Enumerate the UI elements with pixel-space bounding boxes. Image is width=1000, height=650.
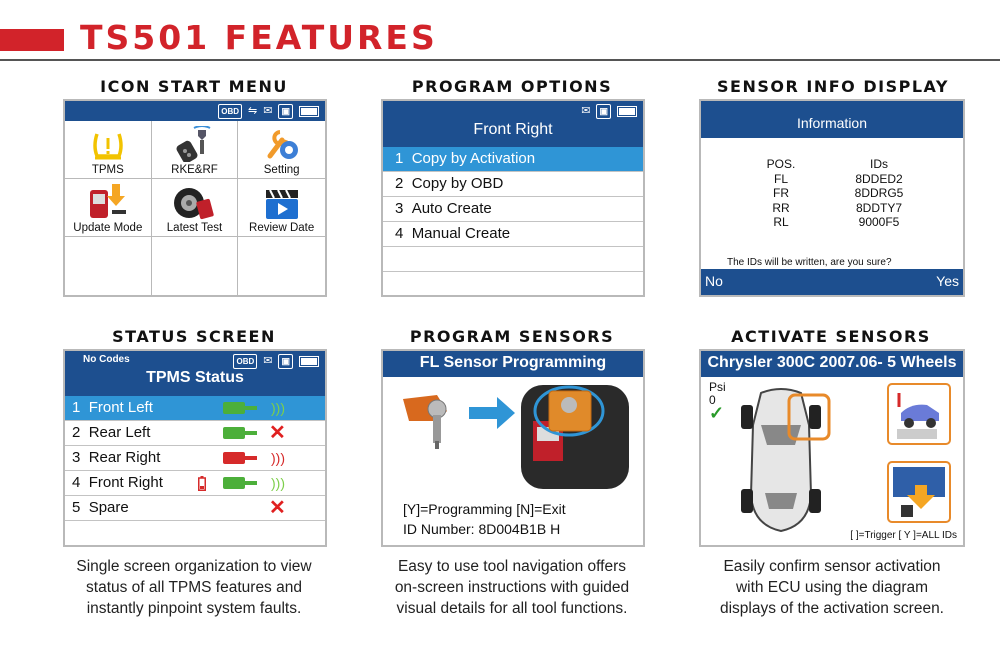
status-row-rear-left[interactable] xyxy=(65,421,325,446)
status-row-label: Front Left xyxy=(88,399,153,416)
activate-sensors-screen xyxy=(699,349,965,547)
status-screen-title: STATUS SCREEN xyxy=(112,327,276,346)
program-options-title: PROGRAM OPTIONS xyxy=(411,77,613,96)
pos-column-header: POS. xyxy=(766,157,796,171)
car-icon: ▣ xyxy=(596,104,611,119)
menu-tile-label: Review Date xyxy=(249,222,315,234)
sensor-info-title: SENSOR INFO DISPLAY xyxy=(717,77,949,96)
menu-item-number: 1 xyxy=(395,150,404,167)
icon-grid xyxy=(65,121,325,295)
trigger-hint: [ ]=Trigger [ Y ]=ALL IDs xyxy=(850,530,957,541)
program-options-list xyxy=(383,147,643,297)
sensor-ok-icon xyxy=(223,402,259,414)
battery-icon xyxy=(617,106,637,117)
pos-cell: FR xyxy=(773,186,789,200)
sensor-info-screen xyxy=(699,99,965,297)
activate-footer xyxy=(850,530,957,541)
tpms-tool-icon xyxy=(521,385,629,489)
menu-tile-review-date[interactable] xyxy=(238,179,325,237)
caption-line: visual details for all tool functions. xyxy=(396,600,628,617)
pos-column xyxy=(751,157,811,230)
programming-instructions: [Y]=Programming [N]=Exit xyxy=(403,501,566,517)
status-row-number: 1 xyxy=(72,399,81,416)
status-row-number: 5 xyxy=(72,499,81,516)
car-icon: ▣ xyxy=(278,104,293,119)
program-options-header: Front Right xyxy=(473,121,553,138)
key-fob-icon xyxy=(176,126,212,162)
check-icon: ✓ xyxy=(709,403,725,423)
caption-line: with ECU using the diagram xyxy=(735,579,929,596)
status-row-rear-right[interactable] xyxy=(65,446,325,471)
program-sensors-screen xyxy=(381,349,645,547)
status-list xyxy=(65,396,325,521)
gear-icon xyxy=(264,126,300,162)
menu-item-label: Copy by Activation xyxy=(411,150,536,167)
menu-item-number: 3 xyxy=(395,200,404,217)
mail-icon: ✉ xyxy=(263,105,273,117)
trigger-tool-icon xyxy=(887,461,951,523)
page-title: TS501 FEATURES xyxy=(80,18,438,57)
status-row-number: 4 xyxy=(72,474,81,491)
id-cell: 9000F5 xyxy=(858,215,900,229)
pos-cell: FL xyxy=(773,171,788,186)
menu-item-number: 2 xyxy=(395,175,404,192)
status-row-label: Rear Left xyxy=(88,424,151,441)
sensor-programming-illustration xyxy=(397,381,637,493)
activate-sensors-header: Chrysler 300C 2007.06- 5 Wheels xyxy=(707,354,957,371)
menu-tile-label: Setting xyxy=(263,164,300,176)
sensor-info-header: Information xyxy=(796,115,868,131)
caption-line: instantly pinpoint system faults. xyxy=(86,600,302,617)
menu-tile-latest-test[interactable] xyxy=(152,179,239,237)
pos-cell: RL xyxy=(773,215,789,229)
status-row-front-right[interactable] xyxy=(65,471,325,496)
menu-item-copy-by-activation[interactable] xyxy=(383,147,643,172)
tpms-icon xyxy=(91,130,125,162)
menu-tile-update-mode[interactable] xyxy=(65,179,152,237)
status-row-front-left[interactable] xyxy=(65,396,325,421)
id-cell: 8DDED2 xyxy=(855,171,903,186)
status-screen xyxy=(63,349,327,547)
tire-icon xyxy=(174,186,214,220)
id-cell: 8DDRG5 xyxy=(854,186,904,200)
program-options-header-bar xyxy=(383,101,643,147)
header-accent-bar xyxy=(0,29,64,51)
id-cell: 8DDTY7 xyxy=(855,200,902,215)
caption-line: status of all TPMS features and xyxy=(86,579,302,596)
header-divider xyxy=(0,59,1000,61)
ids-column xyxy=(849,157,909,230)
activate-sensors-caption xyxy=(682,556,982,619)
menu-tile-label: Update Mode xyxy=(73,222,143,234)
menu-item-empty xyxy=(383,247,643,272)
confirm-bar xyxy=(701,269,963,295)
status-screen-caption xyxy=(44,556,344,619)
menu-item-copy-by-obd[interactable] xyxy=(383,172,643,197)
mail-icon: ✉ xyxy=(263,355,273,367)
menu-item-label: Auto Create xyxy=(411,200,492,217)
signal-icon: ))) xyxy=(271,400,285,416)
menu-tile-rke-rf[interactable] xyxy=(152,121,239,179)
usb-icon: ⇋ xyxy=(248,105,258,117)
error-x-icon: ✕ xyxy=(269,422,286,444)
obd-icon: OBD xyxy=(218,104,242,119)
confirm-text: The IDs will be written, are you sure? xyxy=(727,257,892,268)
car-icon: ▣ xyxy=(278,354,293,369)
signal-icon: ))) xyxy=(271,450,285,466)
program-sensors-title: PROGRAM SENSORS xyxy=(409,327,615,346)
menu-tile-label: Latest Test xyxy=(166,222,223,234)
clapper-icon xyxy=(264,188,300,220)
status-bar xyxy=(65,101,325,121)
arrow-right-icon xyxy=(469,397,515,429)
obd-icon: OBD xyxy=(233,354,257,369)
sensor-fault-icon xyxy=(223,452,259,464)
menu-tile-empty xyxy=(152,237,239,295)
menu-item-auto-create[interactable] xyxy=(383,197,643,222)
ecu-relearn-icon xyxy=(887,383,951,445)
no-codes-label: No Codes xyxy=(83,354,130,365)
menu-item-manual-create[interactable] xyxy=(383,222,643,247)
pressure-readout xyxy=(709,380,726,423)
status-row-label: Front Right xyxy=(88,474,163,491)
menu-item-label: Manual Create xyxy=(411,225,511,242)
id-number: ID Number: 8D004B1B H xyxy=(403,521,561,537)
sensor-ok-icon xyxy=(223,477,259,489)
caption-line: displays of the activation screen. xyxy=(719,600,944,617)
psi-value: 0 xyxy=(709,393,716,407)
icon-start-menu-title: ICON START MENU xyxy=(100,77,288,96)
menu-item-label: Copy by OBD xyxy=(411,175,504,192)
mail-icon: ✉ xyxy=(581,105,591,117)
status-row-number: 2 xyxy=(72,424,81,441)
battery-icon xyxy=(299,106,319,117)
activate-sensors-header-bar xyxy=(701,351,963,377)
menu-item-number: 4 xyxy=(395,225,404,242)
activate-sensors-title: ACTIVATE SENSORS xyxy=(731,327,931,346)
ids-column-header: IDs xyxy=(870,157,888,171)
status-header: TPMS Status xyxy=(146,369,244,386)
caption-line: Single screen organization to view xyxy=(76,558,312,575)
status-row-label: Spare xyxy=(88,499,129,516)
signal-icon: ))) xyxy=(271,475,285,491)
sensor-ok-icon xyxy=(223,427,259,439)
sensor-info-header-bar xyxy=(701,101,963,138)
menu-tile-empty xyxy=(238,237,325,295)
status-row-label: Rear Right xyxy=(88,449,161,466)
menu-tile-label: TPMS xyxy=(91,164,124,176)
menu-tile-empty xyxy=(65,237,152,295)
pos-cell: RR xyxy=(772,200,790,215)
program-options-screen xyxy=(381,99,645,297)
psi-label: Psi xyxy=(709,380,726,394)
program-sensors-header: FL Sensor Programming xyxy=(419,354,607,371)
low-battery-icon xyxy=(198,476,206,491)
status-row-spare[interactable] xyxy=(65,496,325,521)
program-sensors-header-bar xyxy=(383,351,643,377)
status-row-number: 3 xyxy=(72,449,81,466)
error-x-icon: ✕ xyxy=(269,497,286,519)
caption-line: on-screen instructions with guided xyxy=(394,579,630,596)
no-button[interactable]: No xyxy=(705,273,723,289)
icon-start-menu-screen xyxy=(63,99,327,297)
status-header-bar xyxy=(65,351,325,396)
menu-tile-tpms[interactable] xyxy=(65,121,152,179)
menu-item-empty xyxy=(383,272,643,297)
menu-tile-setting[interactable] xyxy=(238,121,325,179)
car-top-view-diagram xyxy=(731,385,831,535)
yes-button[interactable]: Yes xyxy=(936,273,959,289)
tpms-sensor-icon xyxy=(403,395,447,449)
update-icon xyxy=(88,184,128,220)
menu-tile-label: RKE&RF xyxy=(171,164,218,176)
caption-line: Easy to use tool navigation offers xyxy=(397,558,627,575)
battery-icon xyxy=(299,356,319,367)
caption-line: Easily confirm sensor activation xyxy=(723,558,941,575)
program-sensors-caption xyxy=(362,556,662,619)
